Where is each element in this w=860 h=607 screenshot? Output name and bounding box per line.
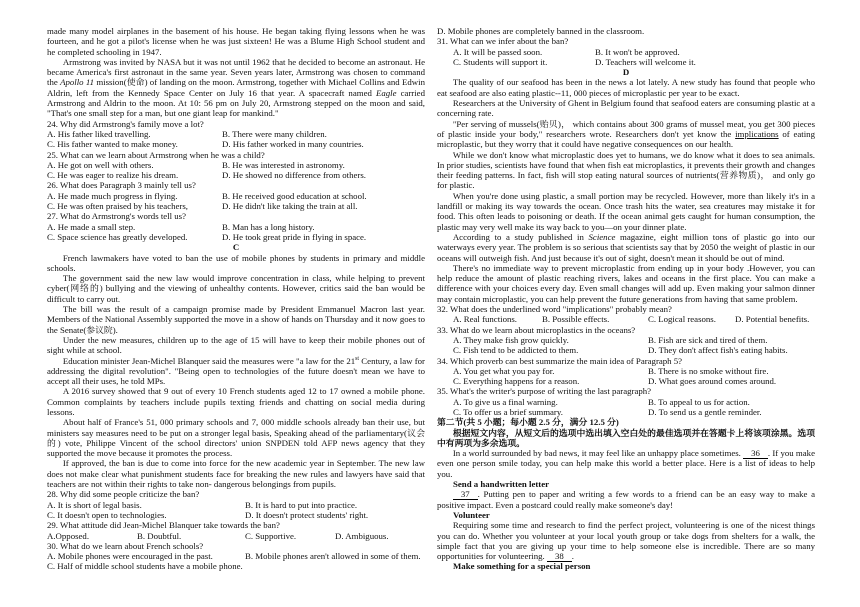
question-35-options-row xyxy=(437,407,815,417)
question-34-option-d: D. What goes around comes around. xyxy=(648,376,777,387)
question-26-option-d: D. He didn't like taking the train at all. xyxy=(222,201,358,212)
ordinal-suffix: st xyxy=(355,355,360,362)
question-30-option-c: C. Half of middle school students have a mobile phone. xyxy=(47,561,243,572)
question-26-options-row xyxy=(47,201,425,211)
question-29-option-b: B. Doubtful. xyxy=(137,530,182,541)
paragraph-text: Century, a law for addressing the digital revolution". "Being open to technologies of the future doesn't mean we have to accept all their uses, he told MPs. xyxy=(47,355,425,387)
question-27-options-row xyxy=(47,232,425,242)
question-30-options-row xyxy=(47,561,425,571)
question-25-option-c: C. He was eager to realize his dream. xyxy=(47,170,179,181)
question-33-options-row xyxy=(437,345,815,355)
magazine-name: Science xyxy=(588,231,616,242)
question-29-option-c: C. Supportive. xyxy=(245,530,297,541)
passage-b-paragraph-1: made many model airplanes in the basement of his house. He began taking flying lessons when he was fourteen, and he got a pilot's license when he was just sixteen! He was a Blume High School student and he completed schooling in 1947. xyxy=(47,26,425,57)
question-31-option-d: D. Teachers will welcome it. xyxy=(595,56,696,67)
question-35-option-b: B. To appeal to us for action. xyxy=(648,396,750,407)
question-34-option-a: A. You get what you pay for. xyxy=(453,365,555,376)
question-33-option-d: D. They don't affect fish's eating habits. xyxy=(648,345,788,356)
question-31-option-b: B. It won't be approved. xyxy=(595,46,680,57)
question-27-option-a: A. He made a small step. xyxy=(47,221,136,232)
question-27-option-b: B. Man has a long history. xyxy=(222,221,315,232)
passage-d-paragraph-4: While we don't know what microplastic does yet to humans, we do know what it does to sea animals. In prior studies, scientists have found that when fish eat microplastics, it prevents their growth and changes their feeding patterns. In fact, fish will stop eating natural sources of nutrients(营养物质)， and only go for plastic. xyxy=(437,149,815,191)
question-27-option-d: D. He took great pride in flying in space. xyxy=(222,231,367,242)
question-25-options-row xyxy=(47,170,425,180)
question-31-options-row xyxy=(437,47,815,57)
question-33-option-b: B. Fish are sick and tired of them. xyxy=(648,334,768,345)
question-32-stem: 32. What does the underlined word "implications" probably mean? xyxy=(437,304,672,315)
paragraph-text: "Per serving of mussels(贻贝)， which contains about 300 grams of mussel meat, you get 300 pieces of plastic inside your body," researchers wrote. Researchers don't yet know the xyxy=(437,118,815,139)
section-2-title: 第二节(共 5 小题；每小题 2.5 分，满分 12.5 分) xyxy=(437,417,619,428)
question-29-option-d: D. Ambiguous. xyxy=(335,530,389,541)
underlined-word: implications xyxy=(735,128,779,139)
question-24-option-c: C. His father wanted to make money. xyxy=(47,139,178,150)
subheading-letter: Send a handwritten letter xyxy=(453,479,550,490)
question-28-option-c: C. It doesn't open to technologies. xyxy=(47,509,167,520)
paragraph-text: According to a study published in xyxy=(452,231,589,242)
question-28-options-row xyxy=(47,500,425,510)
question-34-options-row xyxy=(437,376,815,386)
question-28-options-row xyxy=(47,510,425,520)
question-32-option-d: D. Potential benefits. xyxy=(735,314,810,325)
question-33-stem: 33. What do we learn about microplastics in the oceans? xyxy=(437,324,636,335)
question-28-option-a: A. It is short of legal basis. xyxy=(47,499,142,510)
question-26-stem: 26. What does Paragraph 3 mainly tell us? xyxy=(47,180,196,191)
question-30-option-a: A. Mobile phones were encouraged in the past. xyxy=(47,551,213,562)
paragraph-text: . Putting pen to paper and writing a few words to a friend can be an easy way to make a positive impact. Even a postcard could really make someone's day! xyxy=(437,489,815,510)
question-27-option-c: C. Space science has greatly developed. xyxy=(47,231,188,242)
question-29-option-a: A.Opposed. xyxy=(47,530,90,541)
question-34-option-c: C. Everything happens for a reason. xyxy=(453,376,580,387)
passage-d-paragraph-5: When you're done using plastic, a small portion may be recycled. However, more than likely it's in a landfill or making its way towards the ocean. Once trash hits the water, sea creatures may mistake it for food. This often leads to poisoning or death. If the ocean animal gets caught for human consumption, the plastic may very well make its way back to you—on your dinner plate. xyxy=(437,190,815,232)
question-29-stem: 29. What attitude did Jean-Michel Blanquer take towards the ban? xyxy=(47,520,280,531)
passage-d-paragraph-7: There's no immediate way to prevent microplastic from ending up in your body .However, you can help reduce the amount of plastic reaching rivers, lakes and oceans in the first place. You can make a difference with your choices every day. Even small changes will add up. Even making your salmon dinner may contain microplastic, you can help prevent the future generations from having that same problem. xyxy=(437,262,815,304)
passage-d-paragraph-3 xyxy=(437,119,815,150)
paragraph-text: mission(使命) of landing on the moon. Armstrong, together with Michael Collins and Edwin Aldrin, left from the Kennedy Space Center on July 16 that year. A spacecraft named xyxy=(47,77,425,98)
subheading-make-something: Make something for a special person xyxy=(453,561,591,572)
section-2-letter-paragraph xyxy=(437,489,815,510)
question-26-option-b: B. He received good education at school. xyxy=(222,190,367,201)
blank-38: 38 xyxy=(547,551,572,562)
paragraph-text: . xyxy=(571,551,574,562)
paragraph-text: Armstrong was invited by NASA but it was not until 1962 that he decided to become an astronaut. He became America's first astronaut in the same year. Seven years later, Armstrong was chosen to command the xyxy=(47,56,425,88)
question-25-option-a: A. He got on well with others. xyxy=(47,159,154,170)
question-34-stem: 34. Which proverb can best summarize the main idea of Paragraph 5? xyxy=(437,355,683,366)
question-35-option-c: C. To offer us a brief summary. xyxy=(453,406,563,417)
question-31-option-a: A. It will be passed soon. xyxy=(453,46,543,57)
question-24-options-row xyxy=(47,129,425,139)
question-25-stem: 25. What can we learn about Armstrong when he was a child? xyxy=(47,149,265,160)
question-35-stem: 35. What's the writer's purpose of writing the last paragraph? xyxy=(437,386,652,397)
section-2-instructions: 根据短文内容，从短文后的选项中选出填入空白处的最佳选项并在答题卡上将该项涂黑。选项中有两项为多余选项。 xyxy=(437,427,815,448)
question-24-option-a: A. His father liked travelling. xyxy=(47,128,151,139)
spacecraft-name: Eagle xyxy=(375,87,397,98)
question-30-option-b: B. Mobile phones aren't allowed in some of them. xyxy=(245,551,421,562)
question-27-options-row xyxy=(47,222,425,232)
question-30-options-row xyxy=(47,551,425,561)
question-32-option-a: A. Real functions. xyxy=(453,314,518,325)
question-31-option-c: C. Students will support it. xyxy=(453,56,548,67)
passage-c-paragraph-8: If approved, the ban is due to come into force for the new academic year in September. The new law does not make clear what punishment students face for breaking the new rules and lawyers have said that teachers are not within their rights to take non- dangerous belongings from pupils. xyxy=(47,458,425,490)
question-24-options-row xyxy=(47,139,425,149)
question-25-option-b: B. He was interested in astronomy. xyxy=(222,159,345,170)
passage-c-heading: C xyxy=(232,242,240,253)
blank-36: 36 xyxy=(743,448,768,459)
passage-c-paragraph-4: Under the new measures, children up to the age of 15 will have to keep their mobile phones out of sight while at school. xyxy=(47,334,425,356)
passage-d-paragraph-1: The quality of our seafood has been in the news a lot lately. A new study has found that people who eat seafood are also eating plastic--11, 000 pieces of microplastic per year to be exact. xyxy=(437,77,815,98)
question-33-option-a: A. They make fish grow quickly. xyxy=(453,334,569,345)
subheading-volunteer: Volunteer xyxy=(453,509,490,520)
right-column xyxy=(437,26,815,572)
question-25-options-row xyxy=(47,160,425,170)
question-31-options-row xyxy=(437,57,815,67)
question-33-options-row xyxy=(437,335,815,345)
passage-d-paragraph-2: Researchers at the University of Ghent in Belgium found that seafood eaters are consuming plastic at a concerning rate. xyxy=(437,98,815,119)
paragraph-text: magazine, eight million tons of plastic go into our waterways every year. The problem is so serious that scientists say that by 2050 the weight of plastic in our oceans will outweigh fish. And just because it's out of sight, doesn't mean it should be out of mind. xyxy=(437,231,815,263)
question-35-option-a: A. To give us a final warning. xyxy=(453,396,558,407)
question-31-stem: 31. What can we infer about the ban? xyxy=(437,36,569,47)
passage-c-paragraph-5 xyxy=(47,356,425,387)
question-27-stem: 27. What do Armstrong's words tell us? xyxy=(47,211,186,222)
passage-c-paragraph-7: About half of France's 51, 000 primary schools and 7, 000 middle schools already ban their use, but ministers say measures need to be put on a stronger legal basis, Speaking ahead of the parliamentary(议会的) vote, Philippe Vincent of the school directors' union SNPDEN told AFP news agency that they supported the move because it promotes the process. xyxy=(47,417,425,459)
question-35-option-d: D. To send us a gentle reminder. xyxy=(648,406,762,417)
paragraph-text: . If you make even one person smile today, you can help make this world a better place. Here is a list of ideas to help you. xyxy=(437,448,815,479)
passage-c-paragraph-1: French lawmakers have voted to ban the use of mobile phones by students in primary and middle schools. xyxy=(47,252,425,273)
blank-37: 37 xyxy=(453,489,478,500)
question-35-options-row xyxy=(437,397,815,407)
left-column xyxy=(47,26,425,572)
passage-c-paragraph-2: The government said the new law would improve concentration in class, while helping to prevent cyber(网络的) bullying and the viewing of unhealthy contents. However, critics said the ban would be difficult to carry out. xyxy=(47,273,425,304)
question-26-options-row xyxy=(47,191,425,201)
question-32-option-c: C. Logical reasons. xyxy=(648,314,716,325)
section-2-volunteer-paragraph xyxy=(437,520,815,561)
section-2-intro-paragraph xyxy=(437,448,815,479)
paragraph-text: Education minister Jean-Michel Blanquer said the measures were "a law for the 21 xyxy=(62,355,356,366)
passage-d-paragraph-6 xyxy=(437,232,815,263)
question-33-option-c: C. Fish tend to be addicted to them. xyxy=(453,345,579,356)
question-24-option-d: D. His father worked in many countries. xyxy=(222,139,364,150)
paragraph-text: of eating microplastic, but they worry that it could have negative consequences on our health. xyxy=(437,128,815,150)
question-24-option-b: B. There were many children. xyxy=(222,128,327,139)
passage-b-paragraph-2 xyxy=(47,57,425,119)
question-34-options-row xyxy=(437,366,815,376)
passage-c-paragraph-3: The bill was the result of a campaign promise made by President Emmanuel Macron last year. Members of the National Assembly supported the move in a show of hands on Thursday and it now goes to the Senate(参议院). xyxy=(47,304,425,335)
question-28-stem: 28. Why did some people criticize the ban? xyxy=(47,489,200,500)
question-29-options-row xyxy=(47,531,425,541)
question-28-option-d: D. It doesn't protect students' right. xyxy=(245,509,369,520)
question-34-option-b: B. There is no smoke without fire. xyxy=(648,365,769,376)
question-26-option-a: A. He made much progress in flying. xyxy=(47,190,178,201)
question-24-stem: 24. Why did Armstrong's family move a lot? xyxy=(47,118,204,129)
passage-d-heading: D xyxy=(622,67,630,78)
question-26-option-c: C. He was often praised by his teachers, xyxy=(47,201,188,212)
question-30-option-d: D. Mobile phones are completely banned in the classroom. xyxy=(437,26,645,36)
question-30-stem: 30. What do we learn about French schools? xyxy=(47,540,204,551)
paragraph-text: carried Armstrong and Aldrin to the moon. At 10: 56 pm on July 20, Armstrong stepped on the moon and said, "That's one small step for a man, but one giant leap for mankind." xyxy=(47,87,425,119)
paragraph-text: Requiring some time and research to find the perfect project, volunteering is one of the nicest things you can do. Whether you volunteer at your local youth group or take dogs from shelters for a walk, the simple fact that you are giving up your time to help someone else is incredible. There are so many opportunities for volunteering. xyxy=(437,520,815,562)
passage-c-paragraph-6: A 2016 survey showed that 9 out of every 10 French students aged 12 to 17 owned a mobile phone. Common complaints by teachers include pupils texting friends and chatting on social media during lessons. xyxy=(47,386,425,417)
question-30-options-row xyxy=(437,26,815,36)
question-25-option-d: D. He showed no difference from others. xyxy=(222,170,366,181)
question-32-options-row xyxy=(437,314,815,324)
mission-name: Apollo 11 xyxy=(60,77,94,88)
question-32-option-b: B. Possible effects. xyxy=(542,314,610,325)
paragraph-text: In a world surrounded by bad news, it may feel like an unhappy place sometimes. xyxy=(452,448,744,459)
question-28-option-b: B. It is hard to put into practice. xyxy=(245,499,358,510)
